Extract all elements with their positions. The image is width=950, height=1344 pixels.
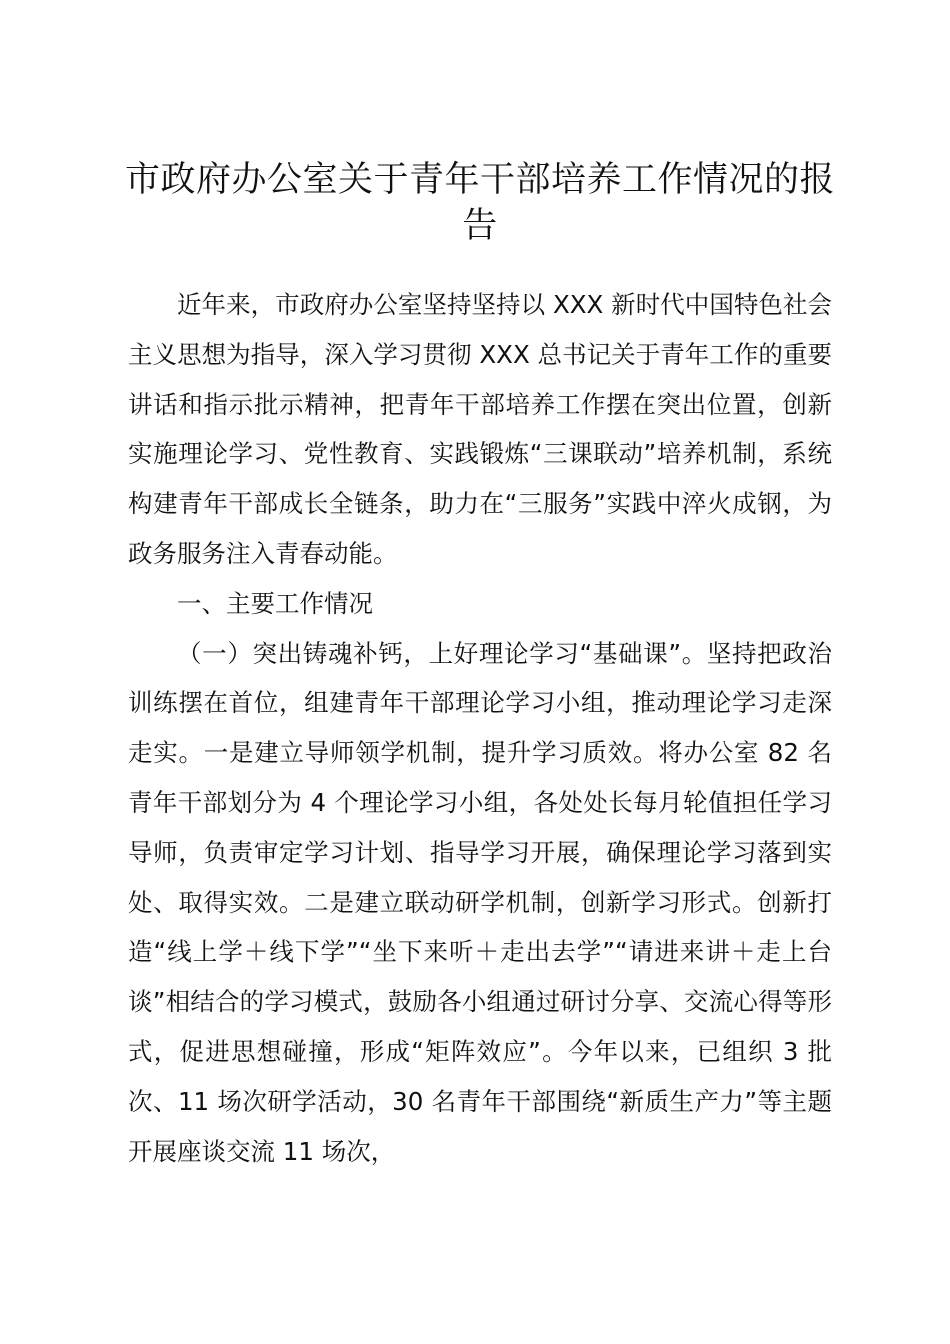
section-heading: 一、主要工作情况 <box>177 588 373 618</box>
subsection-paragraph: （一）突出铸魂补钙，上好理论学习“基础课”。坚持把政治训练摆在首位，组建青年干部理论学习小组，推动理论学习走深走实。一是建立导师领学机制，提升学习质效。将办公室 82 名青年干部划分为 4 个理论学习小组，各处处长每月轮值担任学习导师，负责审定学习计划、指导学习开展，确保理论学习落到实处、取得实效。二是建立联动研学机制，创新学习形式。创新打造“线上学＋线下学”“坐下来听＋走出去学”“请进来讲＋走上台谈”相结合的学习模式，鼓励各小组通过研讨分享、交流心得等形式，促进思想碰撞，形成“矩阵效应”。今年以来，已组织 3 批次、11 场次研学活动，30 名青年干部围绕“新质生产力”等主题开展座谈交流 11 场次， <box>128 638 832 1166</box>
document-title: 市政府办公室关于青年干部培养工作情况的报告 <box>124 160 835 246</box>
document-body <box>128 280 832 1176</box>
intro-paragraph: 近年来，市政府办公室坚持坚持以 XXX 新时代中国特色社会主义思想为指导，深入学习贯彻 XXX 总书记关于青年工作的重要讲话和指示批示精神，把青年干部培养工作摆在突出位置，创新实施理论学习、党性教育、实践锻炼“三课联动”培养机制，系统构建青年干部成长全链条，助力在“三服务”实践中淬火成钢，为政务服务注入青春动能。 <box>128 290 832 568</box>
